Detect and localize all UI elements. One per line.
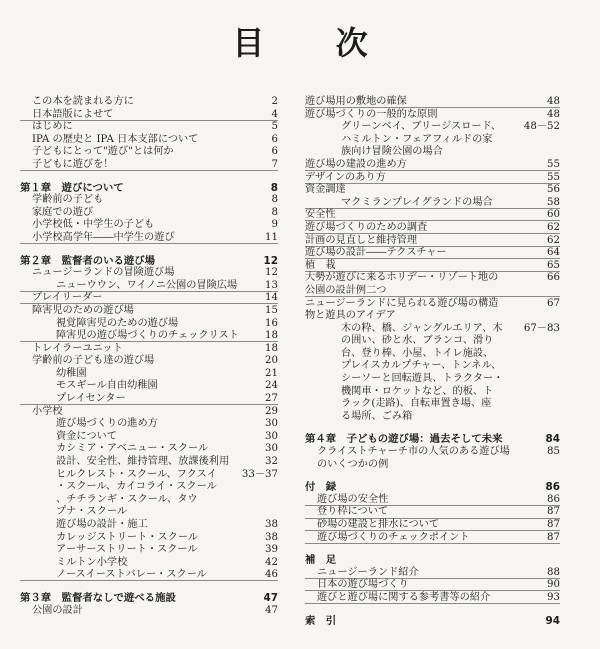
toc-entry xyxy=(20,380,278,393)
page-number: 86 xyxy=(547,493,560,505)
page-number: 18 xyxy=(265,330,278,342)
page-number: 47 xyxy=(263,591,278,604)
chapter-heading xyxy=(305,554,560,567)
page-number: 85 xyxy=(547,446,560,458)
entry-title: 子どもに遊びを！ xyxy=(32,158,114,170)
page-number: 87 xyxy=(547,531,560,543)
toc-entry xyxy=(305,592,560,605)
entry-title: プレイセンター xyxy=(56,393,126,405)
page-number: 20 xyxy=(265,355,278,367)
page-number: 6 xyxy=(271,133,278,145)
entry-title: 遊び場づくりのチェックポイント xyxy=(317,531,470,543)
toc-entry xyxy=(20,418,278,431)
toc-entry xyxy=(20,368,278,381)
entry-title: カレッジストリート・スクール xyxy=(56,531,199,543)
page-number: 7 xyxy=(271,158,278,170)
chapter-heading xyxy=(20,255,278,268)
toc-entry xyxy=(305,96,560,109)
page-number: 46 xyxy=(265,569,278,581)
page-number: 62 xyxy=(547,221,560,233)
page-number: 87 xyxy=(547,506,560,518)
toc-entry xyxy=(20,134,278,147)
toc-entry xyxy=(305,209,560,222)
page-number: 48－52 xyxy=(523,121,560,133)
section-spacer xyxy=(305,605,560,615)
toc-entry xyxy=(20,355,278,368)
entry-title: ニュージーランド紹介 xyxy=(317,566,419,578)
entry-title: 遊び場づくりのための調査 xyxy=(305,221,428,233)
chapter-heading xyxy=(305,433,560,446)
entry-title: 計画の見直しと維持管理 xyxy=(305,234,418,246)
page-number: 12 xyxy=(265,267,278,279)
entry-title: 安全性 xyxy=(305,209,336,221)
toc-entry xyxy=(20,219,278,232)
toc-entry xyxy=(20,305,278,318)
toc-entry xyxy=(305,494,560,507)
entry-title: マクミランプレイグランドの場合 xyxy=(341,196,493,208)
entry-title: 小学校高学年――中学生の遊び xyxy=(32,231,175,243)
toc-entry xyxy=(305,579,560,592)
entry-title: 資金調達 xyxy=(305,184,346,196)
toc-entry xyxy=(20,406,278,419)
page-number: 30 xyxy=(265,430,278,442)
page-number: 38 xyxy=(265,531,278,543)
toc-entry xyxy=(20,469,278,519)
entry-title: 遊び場の建設の進め方 xyxy=(305,158,407,170)
entry-title: ニュージーランドに見られる遊び場の構造 物と遊具のアイデア xyxy=(305,297,499,322)
page-number: 29 xyxy=(265,405,278,417)
toc-entry xyxy=(20,121,278,134)
page-number: 55 xyxy=(547,158,560,170)
toc-entry xyxy=(20,456,278,469)
chapter-title: 第４章 子どもの遊び場：過去そして未来 xyxy=(305,433,503,446)
page-number: 8 xyxy=(271,194,278,206)
toc-entry xyxy=(305,446,560,471)
entry-title: 砂場の建設と排水について xyxy=(317,519,440,530)
toc-entry xyxy=(305,323,560,424)
page-number: 39 xyxy=(265,544,278,556)
entry-title: 日本の遊び場づくり xyxy=(317,579,409,591)
toc-entry xyxy=(20,146,278,159)
entry-title: はじめに xyxy=(32,121,73,133)
page-number: 30 xyxy=(265,418,278,430)
page-number: 38 xyxy=(265,519,278,530)
entry-title: クライストチャーチ市の人気のある遊び場 のいくつかの例 xyxy=(317,446,510,470)
page-number: 5 xyxy=(271,121,278,133)
toc-entry xyxy=(305,260,560,273)
entry-title: 遊び場の安全性 xyxy=(317,493,389,505)
entry-title: ヒルクレスト・スクール、フクスイ ・スクール、カイコライ・スクール 、チチランギ・スクール、タウ プナ・スクール xyxy=(56,468,217,518)
page-number: 90 xyxy=(547,579,560,591)
toc-entry xyxy=(20,232,278,245)
page-number: 32 xyxy=(265,456,278,468)
page-number: 60 xyxy=(547,209,560,221)
page-number: 13 xyxy=(265,279,278,291)
toc-entry xyxy=(20,443,278,456)
toc-entry xyxy=(20,109,278,122)
page-number: 48 xyxy=(547,108,560,120)
chapter-heading xyxy=(305,615,560,628)
toc-entry xyxy=(20,532,278,545)
entry-title: アーサーストリート・スクール xyxy=(56,544,198,556)
page-number: 2 xyxy=(271,96,278,107)
page-number: 27 xyxy=(265,393,278,405)
entry-title: この本を読まれる方に xyxy=(32,96,134,107)
page-number: 24 xyxy=(265,380,278,392)
toc-entry xyxy=(305,506,560,519)
toc-entry xyxy=(20,159,278,172)
entry-title: 小学校 xyxy=(32,405,63,417)
chapter-title: 第３章 監督者なしで遊べる施設 xyxy=(20,591,176,604)
page-number: 30 xyxy=(265,443,278,455)
toc-column-left xyxy=(20,96,278,617)
page-number: 42 xyxy=(265,556,278,568)
toc-entry xyxy=(305,519,560,532)
entry-title: 公園の設計 xyxy=(32,604,83,616)
toc-entry xyxy=(20,557,278,570)
page-number: 64 xyxy=(547,247,560,259)
toc-entry xyxy=(20,519,278,532)
toc-entry xyxy=(305,532,560,545)
entry-title: 木の粋、橋、ジャングルエリア、木 の囲い、砂と水、ブランコ、滑り 台、登り棒、小屋、トイレ施設、 プレイスカルプチャー、トンネル、 シーソーと回転遊具、トラクター・ 機関車・ロケットなど、的板、ト ラック(走路)、自転車置き場、座 る場所、ごみ箱 xyxy=(341,322,504,422)
page-number: 14 xyxy=(265,292,278,304)
page-number: 9 xyxy=(271,219,278,231)
toc-entry xyxy=(305,121,560,159)
toc-entry xyxy=(20,605,278,618)
entry-title: グリーンベイ、ブリージスロード、 ハミルトン・フェアフィルドの家 族向け冒険公園の場合 xyxy=(341,121,502,158)
entry-title: 遊び場づくりの一般的な原則 xyxy=(305,108,438,120)
page-number: 88 xyxy=(547,566,560,578)
entry-title: モスギール自由幼稚園 xyxy=(56,380,158,392)
page-number: 4 xyxy=(271,108,278,120)
page-number: 87 xyxy=(547,519,560,530)
page-number: 15 xyxy=(265,304,278,316)
toc-entry xyxy=(305,298,560,323)
page-number: 86 xyxy=(545,481,560,494)
toc-entry xyxy=(20,569,278,582)
entry-title: 小学校低・中学生の子ども xyxy=(32,219,155,231)
section-spacer xyxy=(20,172,278,182)
toc-entry xyxy=(305,247,560,260)
chapter-heading xyxy=(20,182,278,195)
entry-title: 日本語版によせて xyxy=(32,108,114,120)
toc-entry xyxy=(20,267,278,280)
entry-title: ミルトン小学校 xyxy=(56,556,128,568)
page-number: 18 xyxy=(265,342,278,354)
entry-title: 遊び場の設計・施工 xyxy=(56,519,148,530)
entry-title: デザインのあり方 xyxy=(305,171,386,183)
entry-title: 遊び場づくりの進め方 xyxy=(56,418,158,430)
chapter-title: 第１章 遊びについて xyxy=(20,181,124,194)
toc-entry xyxy=(20,330,278,343)
toc-entry xyxy=(305,197,560,210)
chapter-title: 補 足 xyxy=(305,554,337,567)
toc-entry xyxy=(305,172,560,185)
entry-title: 学齢前の子ども達の遊び場 xyxy=(32,355,155,367)
entry-title: 遊びと遊び場に関する参考書等の紹介 xyxy=(317,591,491,603)
page-number: 21 xyxy=(265,367,278,379)
toc-entry xyxy=(305,159,560,172)
entry-title: 遊び場の設計――テクスチャー xyxy=(305,247,447,259)
toc-entry xyxy=(20,343,278,356)
toc-entry xyxy=(305,272,560,297)
entry-title: ノースイーストバレー・スクール xyxy=(56,569,207,581)
entry-title: 植 栽 xyxy=(305,259,336,271)
section-spacer xyxy=(305,471,560,481)
page-number: 8 xyxy=(270,181,278,194)
page-number: 47 xyxy=(265,604,278,616)
page-number: 6 xyxy=(271,146,278,158)
page-number: 56 xyxy=(547,184,560,196)
entry-title: 子どもにとって"遊び"とは何か xyxy=(32,146,174,158)
toc-entry xyxy=(20,544,278,557)
page-number: 58 xyxy=(547,196,560,208)
page-number: 12 xyxy=(263,254,278,267)
toc-entry xyxy=(305,222,560,235)
toc-entry xyxy=(20,318,278,331)
entry-title: トレイラーユニット xyxy=(32,342,123,354)
toc-entry xyxy=(20,280,278,293)
entry-title: 資金について xyxy=(56,430,117,442)
section-spacer xyxy=(20,245,278,255)
section-spacer xyxy=(20,582,278,592)
toc-entry xyxy=(20,96,278,109)
toc-entry xyxy=(20,393,278,406)
toc-entry xyxy=(20,207,278,220)
page-number: 93 xyxy=(547,591,560,603)
entry-title: プレイリーダー xyxy=(32,292,103,304)
entry-title: ニューウウン、ワイノニ公園の冒険広場 xyxy=(56,279,238,291)
section-spacer xyxy=(305,423,560,433)
entry-title: 視覚障害児のための遊び場 xyxy=(56,317,179,329)
toc-entry xyxy=(20,431,278,444)
toc-column-right xyxy=(305,96,560,627)
entry-title: 幼稚園 xyxy=(56,367,87,379)
page-number: 67－83 xyxy=(523,322,560,334)
page-number: 65 xyxy=(547,259,560,271)
page-number: 55 xyxy=(547,171,560,183)
entry-title: IPA の歴史と IPA 日本支部について xyxy=(32,133,199,145)
entry-title: カシミア・アベニュー・スクール xyxy=(56,443,209,455)
toc-entry xyxy=(305,567,560,580)
entry-title: 設計、安全性、維持管理、放課後利用 xyxy=(56,456,230,468)
page-number: 11 xyxy=(265,231,278,243)
entry-title: 学齢前の子ども xyxy=(32,194,104,206)
toc-entry xyxy=(305,235,560,248)
entry-title: 登り枠について xyxy=(317,506,389,518)
toc-entry xyxy=(20,194,278,207)
entry-title: 障害児のための遊び場 xyxy=(32,304,134,316)
chapter-title: 第２章 監督者のいる遊び場 xyxy=(20,254,156,267)
entry-title: 障害児の遊び場づくりのチェックリスト xyxy=(56,330,239,342)
page-number: 8 xyxy=(271,206,278,218)
entry-title: 遊び場用の敷地の確保 xyxy=(305,96,407,107)
page-number: 48 xyxy=(547,96,560,107)
chapter-title: 索 引 xyxy=(305,614,337,627)
page-number: 94 xyxy=(545,614,560,627)
toc-entry xyxy=(20,292,278,305)
chapter-heading xyxy=(20,592,278,605)
page-number: 33－37 xyxy=(241,468,278,480)
page-number: 84 xyxy=(545,433,560,446)
entry-title: 家庭での遊び xyxy=(32,206,94,218)
page-number: 67 xyxy=(547,297,560,309)
page-number: 62 xyxy=(547,234,560,246)
toc-entry xyxy=(305,184,560,197)
chapter-title: 付 録 xyxy=(305,481,337,494)
chapter-heading xyxy=(305,481,560,494)
page-number: 66 xyxy=(547,272,560,284)
toc-entry xyxy=(305,109,560,122)
section-spacer xyxy=(305,544,560,554)
entry-title: ニュージーランドの冒険遊び場 xyxy=(32,267,175,279)
page-title: 目 次 xyxy=(232,24,398,62)
entry-title: 大勢が遊びに来るホリデー・リゾート地の 公園の設計例二つ xyxy=(305,272,499,296)
page-number: 16 xyxy=(265,317,278,329)
